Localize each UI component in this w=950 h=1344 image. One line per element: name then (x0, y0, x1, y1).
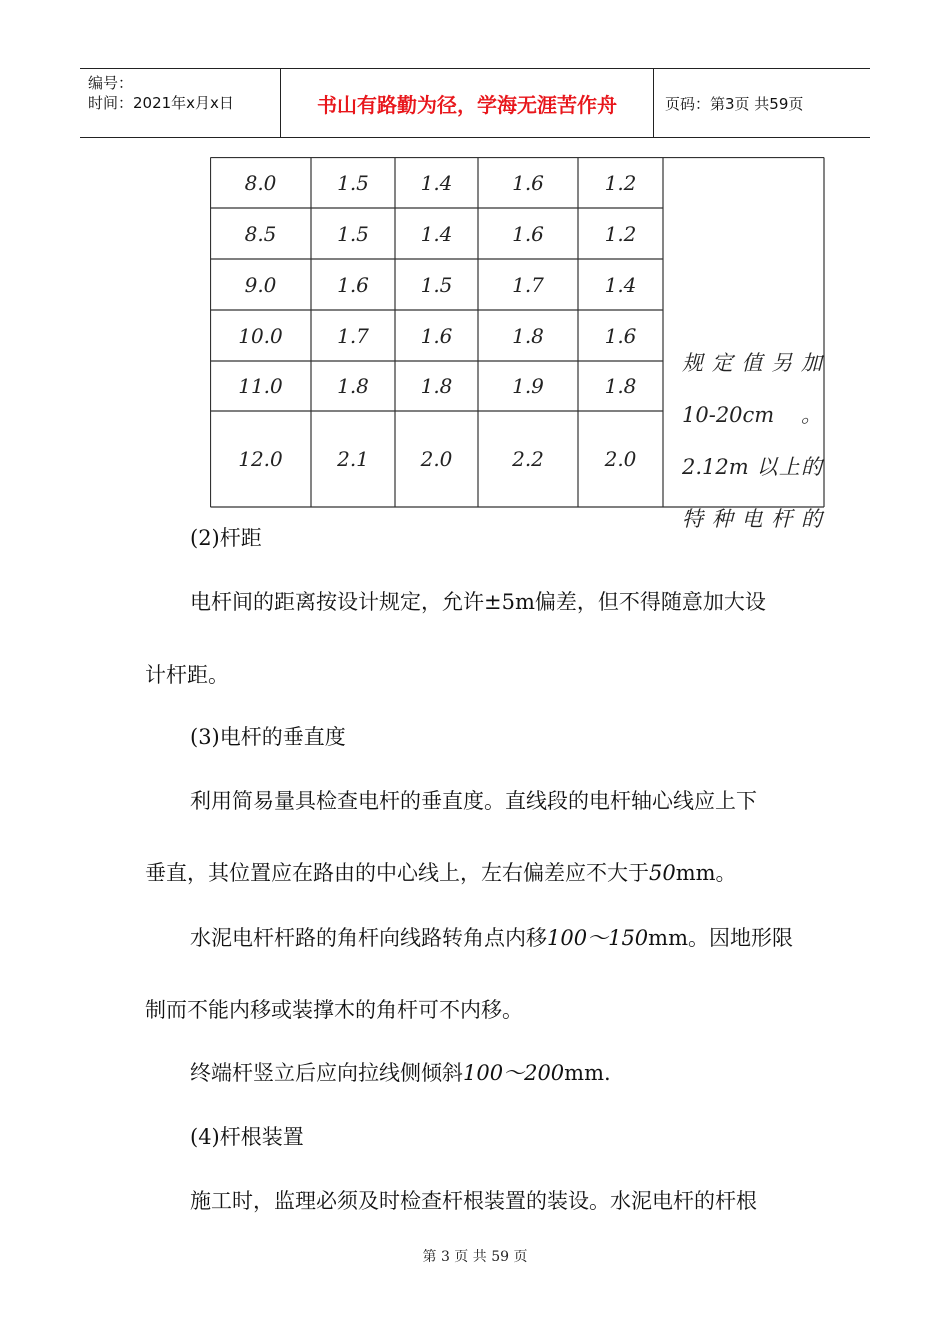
section-3-paragraph-1-line-1: 利用简易量具检查电杆的垂直度。直线段的电杆轴心线应上下 (190, 789, 757, 813)
text-number: 100～200 (463, 1061, 565, 1085)
table-cell: 1.6 (512, 170, 544, 195)
table-cell: 1.6 (420, 323, 453, 348)
section-3-title: (3)电杆的垂直度 (190, 725, 346, 749)
section-3-paragraph-1-line-2 (145, 857, 737, 887)
table-cell: 1.9 (512, 374, 544, 398)
table-cell: 1.6 (604, 323, 637, 348)
section-2-title: (2)杆距 (190, 526, 262, 550)
table-cell: 1.5 (337, 170, 369, 195)
table-cell: 1.4 (604, 272, 637, 297)
table-cell: 12.0 (238, 447, 283, 471)
page-header (80, 68, 870, 138)
note-line: 2.12m 以上的 (682, 455, 822, 479)
table-cell: 1.2 (604, 221, 637, 246)
header-time-label: 时间：2021年x月x日 (88, 94, 234, 112)
table-cell: 1.6 (337, 272, 369, 297)
section-2-paragraph-line-2: 计杆距。 (145, 663, 229, 687)
table-cell: 1.8 (420, 374, 453, 398)
table-cell: 1.8 (604, 374, 637, 398)
page-footer: 第 3 页 共 59 页 (422, 1249, 528, 1265)
header-motto: 书山有路勤为径，学海无涯苦作舟 (281, 69, 654, 137)
note-line: 特种电杆的 (682, 507, 822, 531)
table-cell: 2.2 (512, 447, 544, 471)
table-cell: 1.6 (512, 221, 544, 246)
header-number-label: 编号： (88, 74, 134, 92)
section-2-paragraph-line-1: 电杆间的距离按设计规定，允许±5m偏差，但不得随意加大设 (190, 590, 766, 614)
text-number: 100～150 (547, 926, 649, 950)
table-cell: 10.0 (238, 323, 283, 348)
text-run: mm. (564, 1061, 611, 1085)
table-cell: 1.5 (420, 272, 453, 297)
table-cell: 1.2 (604, 170, 637, 195)
section-3-paragraph-2-line-2: 制而不能内移或装撑木的角杆可不内移。 (145, 998, 523, 1022)
text-run: mm。 (675, 861, 737, 885)
table-cell: 8.5 (244, 221, 277, 246)
text-run: 终端杆竖立后应向拉线侧倾斜 (190, 1061, 463, 1085)
table-cell: 1.7 (512, 272, 544, 297)
text-number: 50 (649, 861, 676, 885)
section-3-paragraph-2-line-1 (190, 922, 793, 952)
table-cell: 1.7 (337, 323, 369, 348)
text-run: mm。因地形限 (648, 926, 793, 950)
section-3-paragraph-3 (190, 1057, 611, 1087)
header-meta (80, 69, 281, 137)
table-cell: 1.4 (420, 170, 453, 195)
table-cell: 11.0 (238, 374, 283, 398)
text-run: 垂直，其位置应在路由的中心线上，左右偏差应不大于 (145, 861, 649, 885)
table-cell: 1.4 (420, 221, 453, 246)
table-cell: 1.8 (337, 374, 369, 398)
section-4-title: (4)杆根装置 (190, 1125, 304, 1149)
section-4-paragraph-1: 施工时，监理必须及时检查杆根装置的装设。水泥电杆的杆根 (190, 1189, 757, 1213)
table-note (682, 337, 822, 545)
table-cell: 8.0 (244, 170, 277, 195)
table-cell: 1.5 (337, 221, 369, 246)
note-line: 规定值另加 (682, 351, 822, 375)
table-cell: 2.0 (420, 447, 453, 471)
table-cell: 2.1 (337, 447, 369, 471)
table-cell: 2.0 (604, 447, 637, 471)
pole-depth-table (210, 157, 825, 531)
text-run: 水泥电杆杆路的角杆向线路转角点内移 (190, 926, 547, 950)
header-page-info: 页码：第3页 共59页 (665, 94, 804, 113)
table-cell: 9.0 (244, 272, 277, 297)
table-cell: 1.8 (512, 323, 544, 348)
note-line: 10-20cm。 (682, 403, 822, 427)
